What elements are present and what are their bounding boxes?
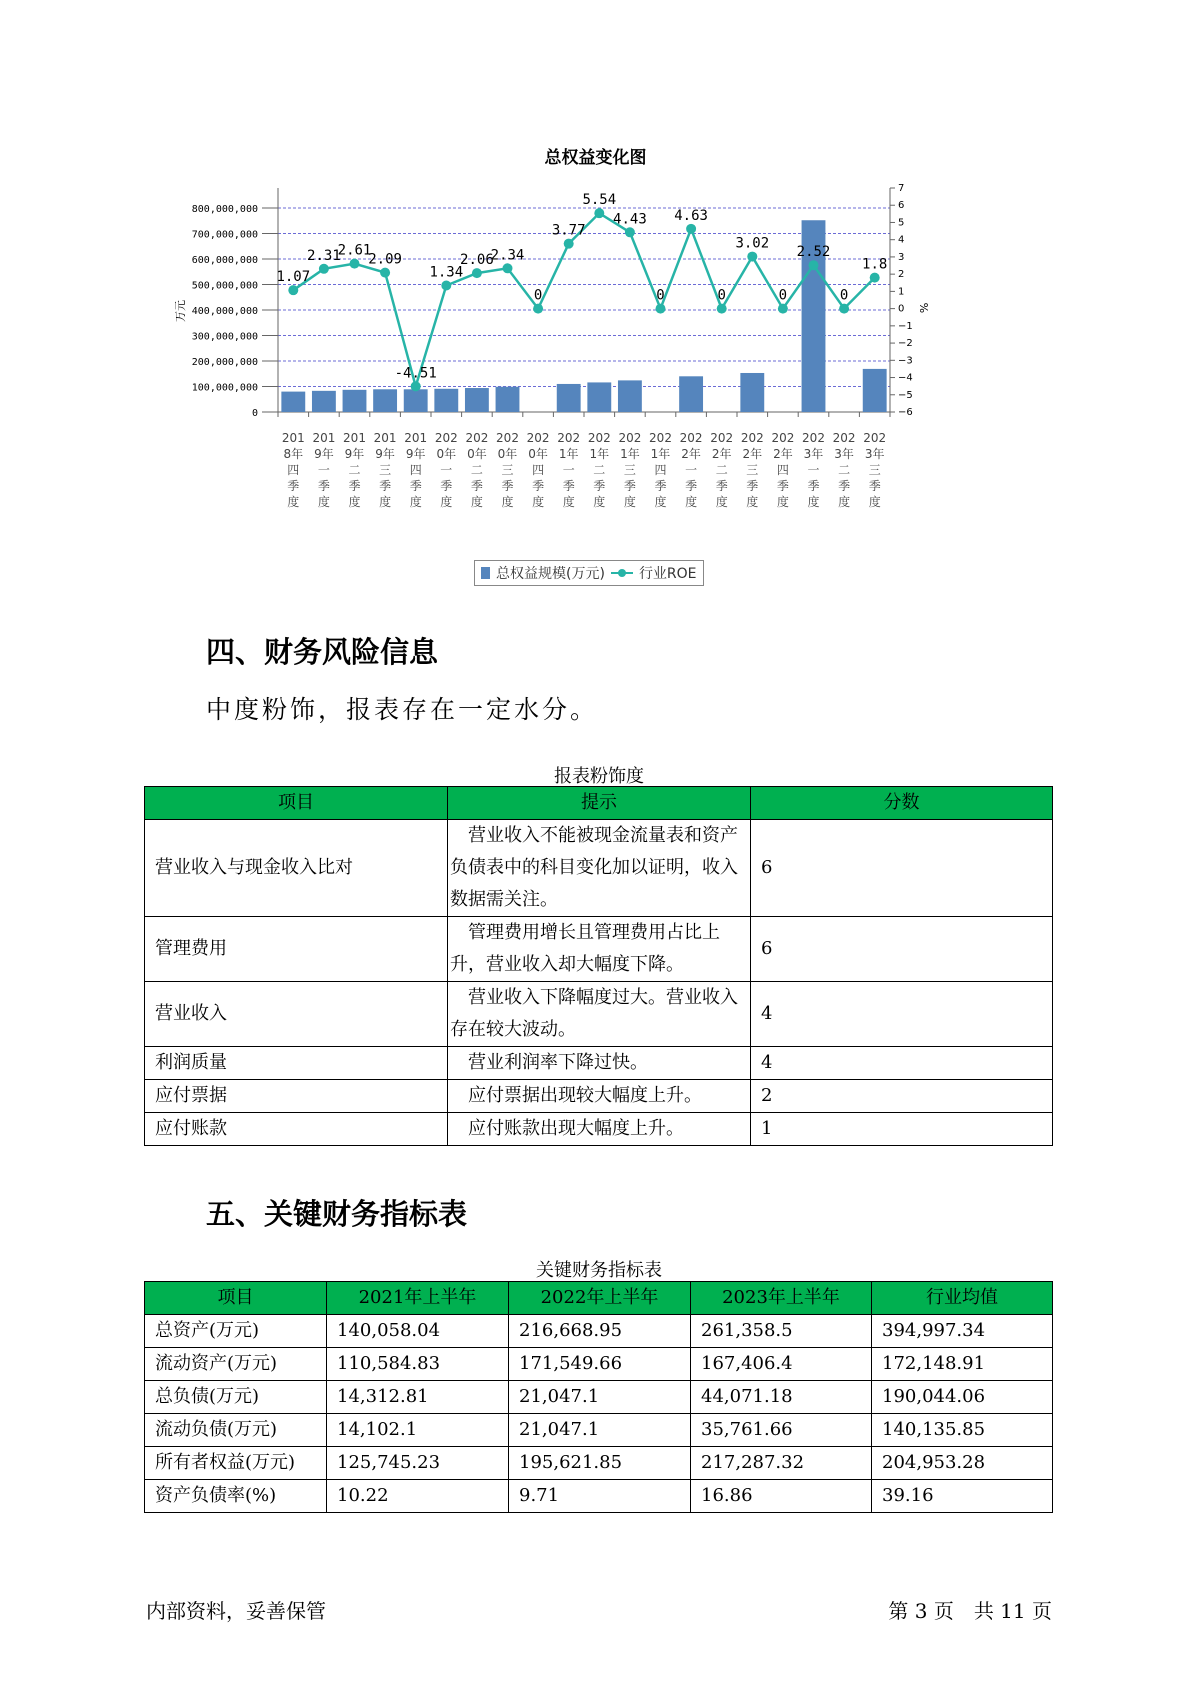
x-tick-label: 三 — [379, 463, 392, 477]
x-tick-label: 二 — [593, 463, 606, 477]
risk-score: 6 — [751, 820, 1053, 917]
x-tick-label: 二 — [348, 463, 361, 477]
roe-point — [441, 281, 451, 291]
x-tick-label: 度 — [746, 495, 759, 509]
x-tick-label: 季 — [317, 479, 330, 493]
risk-summary: 中度粉饰，报表存在一定水分。 — [206, 695, 599, 724]
x-tick-label: 201 — [281, 431, 305, 445]
x-tick-label: 0年 — [528, 447, 548, 461]
x-tick-label: 四 — [654, 463, 667, 477]
x-tick-label: 2年 — [681, 447, 701, 461]
header-cell: 2023年上半年 — [691, 1282, 872, 1315]
y-right-tick-label: 1 — [898, 286, 905, 298]
x-tick-label: 202 — [771, 431, 795, 445]
x-tick-label: 202 — [802, 431, 825, 445]
y-right-tick-label: −3 — [898, 355, 913, 367]
roe-line — [293, 213, 874, 386]
y-left-tick-label: 100,000,000 — [191, 382, 258, 394]
risk-hint: 营业收入下降幅度过大。营业收入存在较大波动。 — [448, 982, 751, 1047]
header-cell: 分数 — [751, 787, 1053, 820]
table-row — [145, 1080, 1053, 1113]
y-right-tick-label: −6 — [898, 407, 913, 418]
x-tick-label: 202 — [832, 431, 856, 445]
metric-value: 140,135.85 — [872, 1414, 1053, 1447]
roe-data-label: 5.54 — [582, 192, 617, 209]
roe-point — [411, 381, 421, 391]
roe-data-label: 1.07 — [276, 269, 311, 286]
risk-hint: 管理费用增长且管理费用占比上升，营业收入却大幅度下降。 — [448, 917, 751, 982]
header-cell: 提示 — [448, 787, 751, 820]
x-tick-label: 201 — [404, 431, 428, 445]
equity-chart — [170, 178, 1030, 558]
x-tick-label: 季 — [501, 479, 514, 493]
chart-legend — [474, 560, 704, 586]
roe-point — [533, 304, 543, 314]
risk-item: 管理费用 — [145, 917, 448, 982]
roe-data-label: 2.52 — [796, 244, 831, 261]
y-right-tick-label: 0 — [898, 303, 905, 315]
roe-point — [656, 304, 666, 314]
y-left-tick-label: 700,000,000 — [191, 229, 258, 241]
x-tick-label: 二 — [715, 463, 728, 477]
header-cell: 项目 — [145, 787, 448, 820]
roe-data-label: 2.31 — [307, 247, 341, 264]
roe-point — [686, 224, 696, 234]
metric-value: 21,047.1 — [509, 1414, 691, 1447]
x-tick-label: 2年 — [742, 447, 763, 461]
header-cell: 项目 — [145, 1282, 327, 1315]
x-tick-label: 季 — [348, 479, 361, 493]
y-right-tick-label: 4 — [898, 234, 905, 246]
equity-bar — [618, 380, 642, 412]
x-tick-label: 202 — [863, 431, 887, 445]
header-cell: 2021年上半年 — [327, 1282, 509, 1315]
roe-data-label: 2.06 — [460, 252, 494, 269]
metric-value: 171,549.66 — [509, 1348, 691, 1381]
x-tick-label: 202 — [587, 431, 611, 445]
x-tick-label: 3年 — [834, 447, 854, 461]
x-tick-label: 四 — [409, 463, 422, 477]
y-right-tick-label: −5 — [898, 389, 913, 401]
risk-score: 2 — [751, 1080, 1053, 1113]
x-tick-label: 季 — [532, 479, 545, 493]
x-tick-label: 度 — [440, 495, 453, 509]
x-tick-label: 202 — [434, 431, 458, 445]
roe-point — [625, 227, 635, 237]
y-right-tick-label: −2 — [898, 338, 913, 350]
x-tick-label: 度 — [409, 495, 422, 509]
x-tick-label: 度 — [838, 495, 851, 509]
equity-bar — [679, 376, 703, 412]
x-tick-label: 度 — [470, 495, 483, 509]
x-tick-label: 四 — [776, 463, 789, 477]
equity-bar — [373, 389, 397, 412]
equity-bar — [557, 384, 581, 412]
equity-bar — [587, 382, 611, 412]
table-row — [145, 1315, 1053, 1348]
y-left-tick-label: 600,000,000 — [191, 255, 258, 266]
metric-name: 流动负债(万元) — [145, 1414, 327, 1447]
y-right-tick-label: 7 — [898, 183, 905, 194]
x-tick-label: 202 — [679, 431, 703, 445]
metric-name: 总负债(万元) — [145, 1381, 327, 1414]
metric-value: 140,058.04 — [327, 1315, 509, 1348]
metric-value: 216,668.95 — [509, 1315, 691, 1348]
table-row — [145, 1047, 1053, 1080]
roe-data-label: 1.8 — [862, 256, 888, 273]
x-tick-label: 季 — [685, 479, 698, 493]
x-tick-label: 度 — [501, 495, 514, 509]
footer-page-number: 第 3 页 共 11 页 — [888, 1599, 1052, 1623]
roe-data-label: 2.34 — [490, 247, 525, 264]
legend-bar-label: 总权益规模(万元) — [496, 566, 605, 582]
equity-bar — [343, 390, 367, 412]
legend-line-label: 行业ROE — [638, 566, 697, 582]
roe-point — [288, 285, 298, 295]
key-table-header — [145, 1282, 1053, 1315]
roe-data-label: 3.02 — [735, 235, 770, 252]
roe-point — [503, 263, 513, 273]
metric-value: 167,406.4 — [691, 1348, 872, 1381]
x-tick-label: 季 — [776, 479, 789, 493]
x-tick-label: 季 — [838, 479, 851, 493]
table-row — [145, 820, 1053, 917]
roe-data-label: 4.63 — [674, 207, 708, 224]
roe-data-label: 2.61 — [337, 242, 372, 259]
metric-name: 资产负债率(%) — [145, 1480, 327, 1513]
table-row — [145, 1348, 1053, 1381]
x-tick-label: 度 — [685, 495, 698, 509]
x-tick-label: 季 — [409, 479, 422, 493]
x-tick-label: 202 — [740, 431, 764, 445]
table-row — [145, 917, 1053, 982]
y-right-tick-label: −1 — [898, 320, 913, 332]
x-tick-label: 季 — [807, 479, 820, 493]
y-left-tick-label: 300,000,000 — [191, 331, 258, 343]
x-tick-label: 201 — [373, 431, 397, 445]
x-tick-label: 202 — [496, 431, 519, 445]
metric-name: 总资产(万元) — [145, 1315, 327, 1348]
x-tick-label: 202 — [465, 431, 489, 445]
roe-data-label: -4.51 — [394, 365, 437, 382]
x-tick-label: 度 — [287, 495, 300, 509]
roe-point — [564, 239, 574, 249]
x-tick-label: 季 — [715, 479, 728, 493]
risk-item: 利润质量 — [145, 1047, 448, 1080]
y-right-tick-label: 6 — [898, 200, 905, 212]
x-tick-label: 9年 — [405, 447, 426, 461]
table-row — [145, 982, 1053, 1047]
legend-bar-swatch — [481, 567, 490, 579]
x-tick-label: 201 — [312, 431, 336, 445]
roe-data-label: 0 — [717, 287, 726, 304]
x-tick-label: 季 — [470, 479, 483, 493]
key-table-caption: 关键财务指标表 — [536, 1260, 662, 1281]
x-tick-label: 9年 — [344, 447, 365, 461]
roe-data-label: 0 — [656, 287, 665, 304]
metric-value: 195,621.85 — [509, 1447, 691, 1480]
metric-value: 10.22 — [327, 1480, 509, 1513]
y-left-tick-label: 500,000,000 — [191, 280, 258, 292]
section5-title: 五、关键财务指标表 — [206, 1197, 468, 1231]
metric-value: 39.16 — [872, 1480, 1053, 1513]
x-tick-label: 度 — [868, 495, 881, 509]
y-right-tick-label: −4 — [898, 372, 913, 384]
risk-score: 4 — [751, 1047, 1053, 1080]
x-tick-label: 三 — [868, 463, 881, 477]
metric-value: 190,044.06 — [872, 1381, 1053, 1414]
risk-item: 应付账款 — [145, 1113, 448, 1146]
x-tick-label: 202 — [649, 431, 672, 445]
roe-point — [350, 259, 360, 269]
x-tick-label: 2年 — [773, 447, 793, 461]
x-tick-label: 1年 — [620, 447, 640, 461]
roe-point — [319, 264, 329, 274]
metric-value: 35,761.66 — [691, 1414, 872, 1447]
x-tick-label: 季 — [654, 479, 667, 493]
x-tick-label: 一 — [562, 463, 575, 477]
equity-bar — [863, 369, 887, 412]
table-row — [145, 1447, 1053, 1480]
chart-title: 总权益变化图 — [544, 148, 647, 168]
x-tick-label: 度 — [654, 495, 667, 509]
risk-hint: 营业收入不能被现金流量表和资产负债表中的科目变化加以证明，收入数据需关注。 — [448, 820, 751, 917]
x-tick-label: 201 — [343, 431, 366, 445]
metric-value: 44,071.18 — [691, 1381, 872, 1414]
x-tick-label: 度 — [807, 495, 820, 509]
x-tick-label: 度 — [317, 495, 330, 509]
roe-point — [472, 268, 482, 278]
x-tick-label: 1年 — [558, 447, 579, 461]
metric-value: 21,047.1 — [509, 1381, 691, 1414]
risk-hint: 营业利润率下降过快。 — [448, 1047, 751, 1080]
x-tick-label: 季 — [623, 479, 636, 493]
x-tick-label: 季 — [562, 479, 575, 493]
x-tick-label: 0年 — [467, 447, 487, 461]
roe-data-label: 4.43 — [613, 211, 647, 228]
metric-value: 16.86 — [691, 1480, 872, 1513]
metric-value: 125,745.23 — [327, 1447, 509, 1480]
metric-value: 14,312.81 — [327, 1381, 509, 1414]
x-tick-label: 度 — [715, 495, 728, 509]
y-left-tick-label: 800,000,000 — [191, 204, 258, 215]
x-tick-label: 三 — [623, 463, 636, 477]
x-tick-label: 季 — [440, 479, 453, 493]
y-left-axis-title: 万元 — [174, 300, 187, 322]
roe-data-label: 3.77 — [551, 222, 586, 239]
x-tick-label: 四 — [532, 463, 545, 477]
roe-point — [594, 208, 604, 218]
metric-value: 110,584.83 — [327, 1348, 509, 1381]
x-tick-label: 202 — [526, 431, 550, 445]
x-tick-label: 二 — [838, 463, 851, 477]
x-tick-label: 度 — [623, 495, 636, 509]
x-tick-label: 1年 — [650, 447, 671, 461]
x-tick-label: 1年 — [589, 447, 610, 461]
x-tick-label: 8年 — [283, 447, 304, 461]
x-tick-label: 度 — [348, 495, 361, 509]
y-right-tick-label: 5 — [898, 217, 905, 229]
roe-data-label: 1.34 — [429, 264, 464, 281]
metric-value: 14,102.1 — [327, 1414, 509, 1447]
risk-table-caption: 报表粉饰度 — [554, 766, 644, 787]
header-cell: 2022年上半年 — [509, 1282, 691, 1315]
x-tick-label: 一 — [317, 463, 330, 477]
x-tick-label: 季 — [379, 479, 392, 493]
footer-confidential: 内部资料，妥善保管 — [146, 1599, 326, 1623]
y-right-tick-label: 3 — [898, 251, 905, 263]
roe-data-label: 2.09 — [368, 251, 402, 268]
equity-bar — [740, 373, 764, 412]
x-tick-label: 三 — [746, 463, 759, 477]
y-right-axis-title: % — [917, 302, 930, 314]
roe-data-label: 0 — [778, 287, 788, 304]
metric-value: 9.71 — [509, 1480, 691, 1513]
x-tick-label: 9年 — [314, 447, 334, 461]
equity-bar — [404, 389, 428, 412]
x-tick-label: 季 — [746, 479, 759, 493]
roe-data-label: 0 — [533, 287, 543, 304]
metric-value: 394,997.34 — [872, 1315, 1053, 1348]
risk-item: 营业收入与现金收入比对 — [145, 820, 448, 917]
x-tick-label: 四 — [287, 463, 300, 477]
table-row — [145, 1414, 1053, 1447]
roe-point — [778, 304, 788, 314]
roe-point — [870, 273, 880, 283]
equity-bar — [434, 389, 458, 412]
x-tick-label: 3年 — [803, 447, 824, 461]
x-tick-label: 度 — [593, 495, 606, 509]
equity-bar — [496, 387, 520, 412]
equity-bar — [312, 391, 336, 412]
x-tick-label: 0年 — [497, 447, 518, 461]
roe-point — [380, 268, 390, 278]
roe-data-label: 0 — [839, 287, 849, 304]
risk-hint: 应付账款出现大幅度上升。 — [448, 1113, 751, 1146]
x-tick-label: 季 — [287, 479, 300, 493]
section4-title: 四、财务风险信息 — [206, 635, 439, 669]
metric-name: 流动资产(万元) — [145, 1348, 327, 1381]
metric-value: 204,953.28 — [872, 1447, 1053, 1480]
table-row — [145, 1381, 1053, 1414]
roe-point — [839, 304, 849, 314]
y-left-tick-label: 200,000,000 — [191, 357, 258, 368]
x-tick-label: 一 — [807, 463, 820, 477]
risk-table-header — [145, 787, 1053, 820]
x-tick-label: 季 — [868, 479, 881, 493]
metric-value: 172,148.91 — [872, 1348, 1053, 1381]
x-tick-label: 一 — [685, 463, 698, 477]
x-tick-label: 度 — [379, 495, 392, 509]
equity-bar — [465, 388, 489, 412]
roe-point — [809, 260, 819, 270]
y-left-tick-label: 0 — [251, 408, 258, 419]
x-tick-label: 一 — [440, 463, 453, 477]
metric-name: 所有者权益(万元) — [145, 1447, 327, 1480]
x-tick-label: 202 — [618, 431, 642, 445]
risk-item: 营业收入 — [145, 982, 448, 1047]
roe-point — [717, 304, 727, 314]
y-right-tick-label: 2 — [898, 269, 905, 281]
table-row — [145, 1480, 1053, 1513]
equity-bar — [281, 392, 305, 412]
x-tick-label: 2年 — [711, 447, 732, 461]
metric-value: 217,287.32 — [691, 1447, 872, 1480]
x-tick-label: 度 — [532, 495, 545, 509]
risk-item: 应付票据 — [145, 1080, 448, 1113]
x-tick-label: 度 — [562, 495, 575, 509]
risk-table — [144, 786, 1053, 1146]
table-row — [145, 1113, 1053, 1146]
x-tick-label: 三 — [501, 463, 514, 477]
header-cell: 行业均值 — [872, 1282, 1053, 1315]
risk-score: 4 — [751, 982, 1053, 1047]
x-tick-label: 0年 — [436, 447, 457, 461]
x-tick-label: 9年 — [375, 447, 395, 461]
key-metrics-table — [144, 1281, 1053, 1513]
risk-score: 1 — [751, 1113, 1053, 1146]
y-left-tick-label: 400,000,000 — [191, 306, 258, 317]
x-tick-label: 季 — [593, 479, 606, 493]
risk-score: 6 — [751, 917, 1053, 982]
x-tick-label: 二 — [470, 463, 483, 477]
x-tick-label: 202 — [710, 431, 734, 445]
legend-line-swatch — [611, 567, 633, 579]
x-tick-label: 3年 — [864, 447, 885, 461]
risk-hint: 应付票据出现较大幅度上升。 — [448, 1080, 751, 1113]
x-tick-label: 202 — [557, 431, 581, 445]
metric-value: 261,358.5 — [691, 1315, 872, 1348]
roe-point — [747, 252, 757, 262]
x-tick-label: 度 — [776, 495, 789, 509]
